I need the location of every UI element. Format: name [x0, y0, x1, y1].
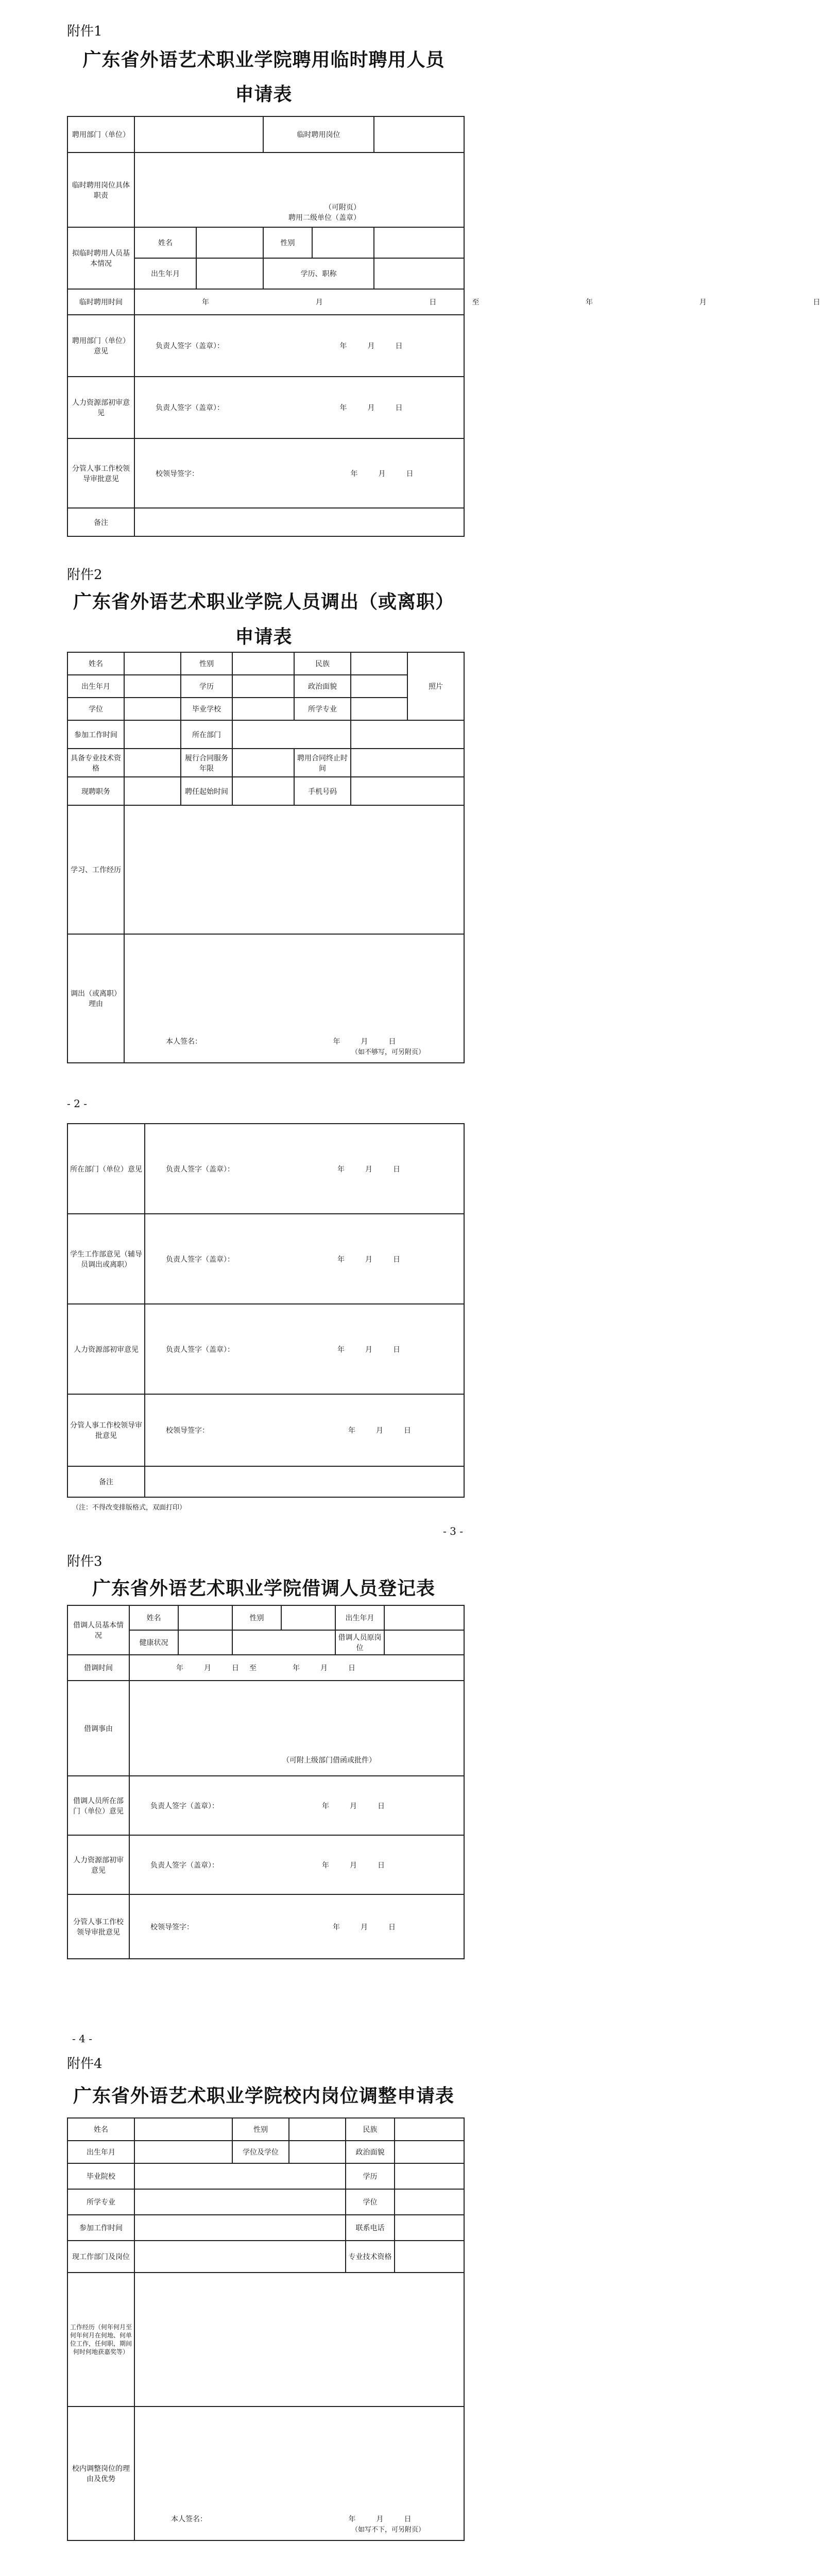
field[interactable]: 年 月 日 至 年 月 日 — [129, 1655, 464, 1681]
label: 临时聘用岗位 — [263, 116, 374, 152]
seal-note: 聘用二级单位（盖章） — [288, 214, 361, 222]
label: 性别 — [232, 2118, 289, 2141]
form-title: 广东省外语艺术职业学院校内岗位调整申请表 — [73, 2085, 454, 2107]
field[interactable] — [395, 2215, 464, 2241]
field[interactable] — [351, 777, 464, 805]
label: 所学专业 — [294, 698, 351, 720]
label: 姓名 — [67, 2118, 134, 2141]
label: 借调时间 — [67, 1655, 129, 1681]
label: 履行合同服务年限 — [181, 749, 232, 777]
footnote: （注：不得改变排版格式，双面打印） — [72, 1504, 186, 1512]
label: 政治面貌 — [294, 675, 351, 698]
field[interactable] — [232, 652, 294, 675]
label: 民族 — [346, 2118, 395, 2141]
label: 毕业院校 — [67, 2163, 134, 2189]
field[interactable]: 本人签名： 年 月 日 （如不够写，可另附页） — [124, 934, 464, 1063]
field[interactable] — [395, 2189, 464, 2215]
label: 临时聘用时间 — [67, 289, 134, 315]
field[interactable] — [134, 2141, 232, 2163]
label: 学位 — [67, 698, 124, 720]
label: 借调人员基本情况 — [67, 1605, 129, 1655]
label: 出生年月 — [134, 258, 196, 289]
field[interactable] — [134, 2189, 346, 2215]
field[interactable]: 负责人签字（盖章）： 年 月 日 — [134, 377, 464, 438]
label: 聘用部门（单位）意见 — [67, 315, 134, 377]
seal-note: （可附页） — [324, 204, 361, 212]
label: 聘用合同终止时间 — [294, 749, 351, 777]
label: 学历、职称 — [263, 258, 374, 289]
label: 专业技术资格 — [346, 2241, 395, 2273]
form-title-line2: 申请表 — [235, 83, 293, 105]
field[interactable] — [374, 258, 464, 289]
label: 人力资源部初审意见 — [67, 1835, 129, 1894]
label: 现聘职务 — [67, 777, 124, 805]
field[interactable] — [351, 652, 407, 675]
photo-box: 照片 — [407, 652, 464, 720]
field[interactable] — [232, 749, 294, 777]
field[interactable] — [289, 2141, 346, 2163]
field[interactable] — [134, 152, 464, 227]
page-number: - 4 - — [72, 2032, 92, 2045]
label: 所在部门（单位）意见 — [67, 1124, 145, 1214]
label: 健康状况 — [129, 1630, 178, 1655]
field[interactable] — [232, 777, 294, 805]
label: 借调人员所在部门（单位）意见 — [67, 1776, 129, 1835]
label: 借调人员原岗位 — [335, 1630, 384, 1655]
field[interactable] — [374, 116, 464, 152]
label: 毕业学校 — [181, 698, 232, 720]
label: 学历 — [181, 675, 232, 698]
field[interactable] — [196, 227, 263, 258]
label: 人力资源部初审意见 — [67, 1304, 145, 1394]
field[interactable] — [124, 652, 181, 675]
label: 聘用部门（单位） — [67, 116, 134, 152]
annex-label: 附件2 — [67, 567, 102, 583]
field[interactable] — [134, 508, 464, 536]
field[interactable] — [178, 1605, 232, 1630]
field[interactable] — [289, 2118, 346, 2141]
label: 所学专业 — [67, 2189, 134, 2215]
field[interactable]: 年 月 日 至 年 月 日 — [134, 289, 464, 315]
label: 性别 — [232, 1605, 281, 1630]
field[interactable] — [312, 227, 374, 258]
label: 备注 — [67, 1466, 145, 1497]
field[interactable] — [281, 1605, 335, 1630]
label: 性别 — [263, 227, 312, 258]
field[interactable] — [134, 2163, 346, 2189]
label: 出生年月 — [67, 675, 124, 698]
page-number: - 2 - — [67, 1097, 87, 1110]
field[interactable] — [395, 2241, 464, 2273]
field[interactable] — [134, 2118, 232, 2141]
label: 校内调整岗位的理由及优势 — [67, 2406, 134, 2540]
label: 所在部门 — [181, 720, 232, 749]
annex-label: 附件3 — [67, 1554, 102, 1569]
field[interactable] — [395, 2118, 464, 2141]
field[interactable] — [351, 749, 464, 777]
field[interactable] — [374, 227, 464, 258]
label: 现工作部门及岗位 — [67, 2241, 134, 2273]
form-title: 广东省外语艺术职业学院借调人员登记表 — [92, 1578, 435, 1599]
field[interactable] — [124, 805, 464, 934]
label: 民族 — [294, 652, 351, 675]
label: 分管人事工作校领导审批意见 — [67, 1894, 129, 1959]
label: 学位 — [346, 2189, 395, 2215]
form2-table — [67, 652, 465, 1063]
label: 备注 — [67, 508, 134, 536]
field[interactable] — [384, 1605, 464, 1630]
field[interactable] — [351, 675, 407, 698]
label: 出生年月 — [335, 1605, 384, 1630]
annex-label: 附件4 — [67, 2056, 102, 2072]
label: 出生年月 — [67, 2141, 134, 2163]
label: 分管人事工作校领导审批意见 — [67, 1394, 145, 1466]
field[interactable] — [196, 258, 263, 289]
field[interactable] — [124, 675, 181, 698]
field[interactable] — [134, 116, 263, 152]
label: 工作经历（何年何月至何年何月在何地、何单位工作，任何职，期间何时何地获嘉奖等） — [67, 2273, 134, 2406]
label: 参加工作时间 — [67, 720, 124, 749]
label: 参加工作时间 — [67, 2215, 134, 2241]
form-title-line2: 申请表 — [235, 626, 293, 648]
label: 姓名 — [67, 652, 124, 675]
field[interactable] — [351, 720, 464, 749]
field[interactable]: 校领导签字： 年 月 日 — [134, 438, 464, 508]
label: 借调事由 — [67, 1681, 129, 1776]
field[interactable] — [134, 2273, 464, 2406]
field[interactable] — [232, 720, 351, 749]
field[interactable] — [134, 2241, 346, 2273]
label: 联系电话 — [346, 2215, 395, 2241]
field[interactable] — [395, 2163, 464, 2189]
label: 拟临时聘用人员基本情况 — [67, 227, 134, 289]
form2-opinions-table — [67, 1123, 465, 1498]
form-title: 广东省外语艺术职业学院聘用临时聘用人员 — [82, 49, 445, 71]
field[interactable]: 负责人签字（盖章）： 年 月 日 — [145, 1124, 464, 1214]
label: 聘任起始时间 — [181, 777, 232, 805]
field[interactable] — [395, 2141, 464, 2163]
field[interactable] — [134, 2215, 346, 2241]
field[interactable]: 本人签名： 年 月 日 （如写不下，可另附页） — [134, 2406, 464, 2540]
field[interactable]: （可附上级部门借函或批件） — [129, 1681, 464, 1776]
label: 分管人事工作校领导审批意见 — [67, 438, 134, 508]
annex-label: 附件1 — [67, 24, 102, 39]
field[interactable]: 校领导签字： 年 月 日 — [145, 1394, 464, 1466]
label: 学生工作部意见（辅导员调出或离职） — [67, 1214, 145, 1304]
field[interactable] — [351, 698, 407, 720]
label: 人力资源部初审意见 — [67, 377, 134, 438]
label: 手机号码 — [294, 777, 351, 805]
label: 姓名 — [134, 227, 196, 258]
field[interactable] — [232, 675, 294, 698]
page-number: - 3 - — [443, 1525, 463, 1537]
label: 学历 — [346, 2163, 395, 2189]
label: 学习、工作经历 — [67, 805, 124, 934]
field[interactable]: 负责人签字（盖章）： 年 月 日 — [134, 315, 464, 377]
form1-table — [67, 116, 820, 537]
field[interactable] — [178, 1630, 232, 1655]
form4-table — [67, 2117, 465, 2541]
field[interactable] — [145, 1466, 464, 1497]
field[interactable] — [384, 1630, 464, 1655]
label: 临时聘用岗位具体职责 — [67, 152, 134, 227]
field[interactable] — [124, 698, 181, 720]
label: 具备专业技术资格 — [67, 749, 124, 777]
field[interactable] — [124, 720, 181, 749]
label: 政治面貌 — [346, 2141, 395, 2163]
field[interactable] — [124, 777, 181, 805]
form-title: 广东省外语艺术职业学院人员调出（或离职） — [73, 591, 454, 613]
field[interactable]: 校领导签字： 年 月 日 — [129, 1894, 464, 1959]
label: 性别 — [181, 652, 232, 675]
field[interactable]: 负责人签字（盖章）： 年 月 日 — [129, 1835, 464, 1894]
field[interactable]: 负责人签字（盖章）： 年 月 日 — [145, 1214, 464, 1304]
field[interactable] — [232, 698, 294, 720]
label: 学位及学位 — [232, 2141, 289, 2163]
field[interactable] — [124, 749, 181, 777]
form3-table — [67, 1605, 465, 1959]
label: 调出（或离职）理由 — [67, 934, 124, 1063]
label: 姓名 — [129, 1605, 178, 1630]
field[interactable]: 负责人签字（盖章）： 年 月 日 — [145, 1304, 464, 1394]
field[interactable] — [232, 1630, 335, 1655]
field[interactable]: 负责人签字（盖章）： 年 月 日 — [129, 1776, 464, 1835]
